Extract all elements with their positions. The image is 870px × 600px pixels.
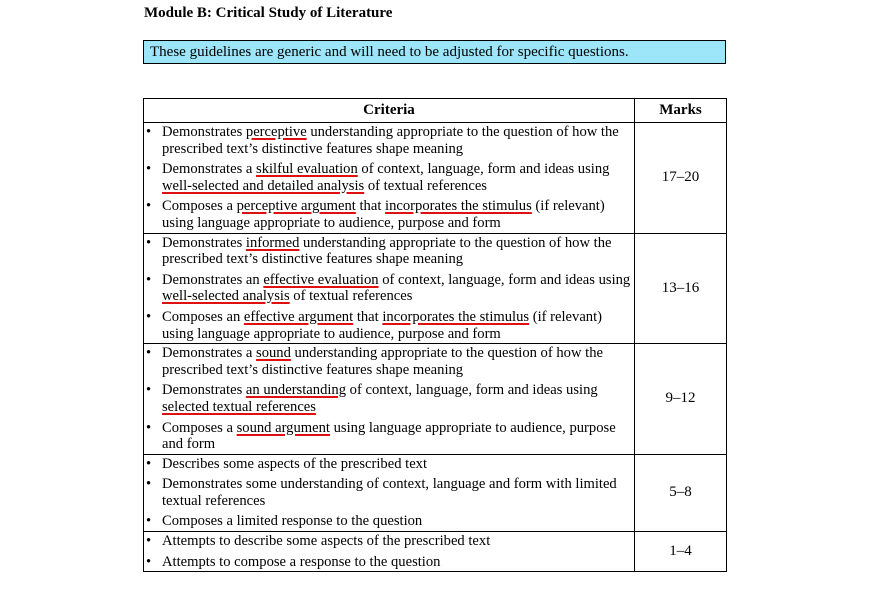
criteria-list (144, 235, 634, 343)
highlighted-phrase: perceptive argument (236, 198, 356, 215)
criteria-text: Demonstrates an (162, 271, 264, 288)
highlighted-phrase: informed (245, 234, 300, 251)
guidelines-note: These guidelines are generic and will need to be adjusted for specific questions. (143, 40, 726, 64)
highlighted-phrase: effective evaluation (263, 271, 379, 288)
highlighted-phrase: incorporates the stimulus (385, 198, 532, 215)
criteria-header: Criteria (144, 99, 635, 123)
list-item (144, 198, 634, 231)
highlighted-phrase: skilful evaluation (256, 161, 358, 178)
criteria-list (144, 533, 634, 570)
criteria-text: Demonstrates some understanding of context, language and form with limited textual references (162, 476, 617, 509)
criteria-cell (144, 344, 635, 455)
criteria-cell (144, 123, 635, 234)
list-item (144, 309, 634, 342)
marking-criteria-table (143, 98, 727, 572)
list-item (144, 513, 634, 530)
list-item (144, 272, 634, 305)
criteria-cell (144, 532, 635, 572)
criteria-text: Describes some aspects of the prescribed text (162, 455, 428, 472)
list-item (144, 533, 634, 550)
criteria-text: understanding appropriate to the question of how the prescribed text’s distinctive features shape meaning (162, 345, 603, 378)
highlighted-phrase: selected textual references (162, 398, 316, 415)
table-row (144, 532, 727, 572)
criteria-cell (144, 454, 635, 531)
table-row (144, 123, 727, 234)
table-body (144, 123, 727, 572)
criteria-text: Attempts to describe some aspects of the prescribed text (162, 533, 491, 550)
criteria-text: that (353, 308, 383, 325)
highlighted-phrase: sound argument (236, 419, 330, 436)
list-item (144, 476, 634, 509)
highlighted-phrase: sound (256, 345, 291, 362)
criteria-text: Demonstrates (162, 234, 246, 251)
table-row (144, 454, 727, 531)
criteria-text: of textual references (364, 177, 487, 194)
list-item (144, 554, 634, 571)
highlighted-phrase: well-selected analysis (162, 288, 290, 305)
criteria-text: of textual references (289, 288, 413, 305)
marks-cell: 9–12 (635, 344, 727, 455)
list-item (144, 456, 634, 473)
criteria-text: Attempts to compose a response to the question (162, 553, 441, 570)
criteria-text: of context, language, form and ideas using (357, 161, 610, 178)
list-item (144, 124, 634, 157)
criteria-text: Composes an (162, 308, 244, 325)
criteria-list (144, 124, 634, 232)
table-header-row (144, 99, 727, 123)
highlighted-phrase: incorporates the stimulus (382, 308, 530, 325)
list-item (144, 345, 634, 378)
criteria-text: (if relevant) using language appropriate to audience, purpose and form (162, 198, 605, 231)
criteria-cell (144, 233, 635, 344)
highlighted-phrase: perceptive (245, 124, 307, 140)
highlighted-phrase: well-selected and detailed analysis (162, 177, 365, 194)
criteria-text: understanding appropriate to the question of how the prescribed text’s distinctive features shape meaning (162, 124, 619, 157)
criteria-text: Composes a (162, 419, 237, 436)
criteria-text: Composes a (162, 198, 237, 215)
criteria-text: understanding appropriate to the question of how the prescribed text’s distinctive features shape meaning (162, 234, 612, 268)
criteria-text: using language appropriate to audience, purpose and form (162, 419, 616, 453)
highlighted-phrase: an understanding (245, 382, 347, 399)
criteria-text: (if relevant) using language appropriate to audience, purpose and form (162, 308, 603, 342)
list-item (144, 161, 634, 194)
criteria-list (144, 345, 634, 453)
marks-cell: 13–16 (635, 233, 727, 344)
table-row (144, 344, 727, 455)
list-item (144, 420, 634, 453)
criteria-text: Demonstrates a (162, 161, 257, 178)
list-item (144, 382, 634, 415)
criteria-text: that (355, 198, 386, 215)
criteria-list (144, 456, 634, 530)
table-row (144, 233, 727, 344)
criteria-text: Demonstrates (162, 124, 246, 140)
highlighted-phrase: effective argument (243, 308, 354, 325)
criteria-text: Composes a limited response to the question (162, 513, 423, 530)
list-item (144, 235, 634, 268)
criteria-text: of context, language, form and ideas using (378, 271, 631, 288)
criteria-text: Demonstrates (162, 382, 246, 399)
page-title: Module B: Critical Study of Literature (144, 5, 393, 21)
marks-header: Marks (635, 99, 727, 123)
marks-cell: 17–20 (635, 123, 727, 234)
criteria-text: Demonstrates a (162, 345, 257, 362)
criteria-text: of context, language, form and ideas using (346, 382, 598, 399)
marks-cell: 5–8 (635, 454, 727, 531)
marks-cell: 1–4 (635, 532, 727, 572)
